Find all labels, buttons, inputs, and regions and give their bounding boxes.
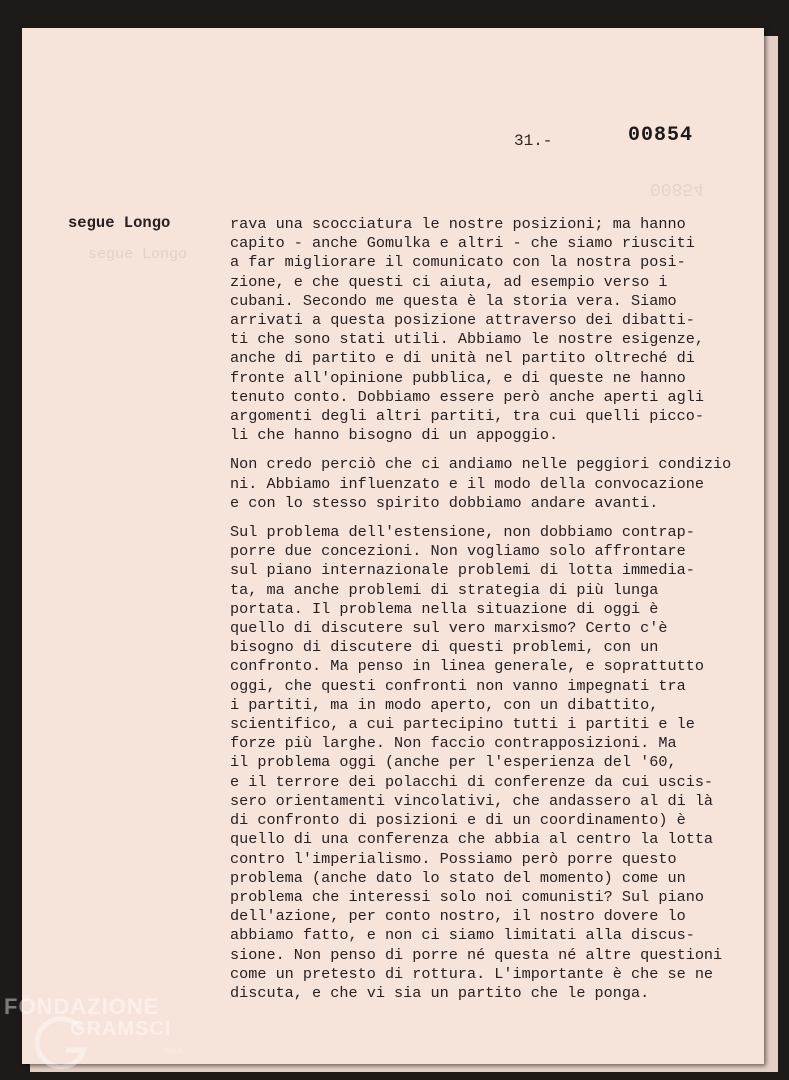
- text-line: confronto. Ma penso in linea generale, e soprattutto: [230, 657, 704, 676]
- text-line: i partiti, ma in modo aperto, con un dibattito,: [230, 695, 659, 714]
- text-line: forze più larghe. Non faccio contrapposizioni. Ma: [230, 734, 677, 753]
- text-line: rava una scocciatura le nostre posizioni; ma hanno: [230, 215, 686, 233]
- text-line: come un pretesto di rottura. L'importante è che se ne: [230, 964, 714, 983]
- text-line: zione, e che questi ci aiuta, ad esempio verso i: [230, 272, 668, 291]
- text-line: ni. Abbiamo influenzato e il modo della convocazione: [230, 474, 704, 493]
- watermark-sub: onlus: [164, 1046, 184, 1055]
- document-number: 00854: [628, 124, 694, 147]
- paragraph: [230, 455, 770, 513]
- text-line: problema che interessi solo noi comunisti? Sul piano: [230, 887, 704, 906]
- paragraph: [230, 215, 770, 445]
- text-line: e il terrore dei polacchi di conferenze da cui uscis-: [230, 772, 714, 791]
- page-number: 31.-: [514, 132, 553, 150]
- text-line: sione. Non penso di porre né questa né altre questioni: [230, 945, 723, 964]
- text-line: sul piano internazionale problemi di lotta immedia-: [230, 561, 695, 580]
- text-line: li che hanno bisogno di un appoggio.: [230, 426, 559, 445]
- text-line: e con lo stesso spirito dobbiamo andare avanti.: [230, 493, 659, 512]
- text-line: dell'azione, per conto nostro, il nostro dovere lo: [230, 907, 686, 926]
- text-line: bisogno di discutere di questi problemi, con un: [230, 638, 659, 657]
- text-line: cubani. Secondo me questa è la storia vera. Siamo: [230, 291, 677, 310]
- watermark-line-2: GRAMSCI: [70, 1018, 172, 1040]
- text-line: scientifico, a cui partecipino tutti i partiti e le: [230, 715, 695, 734]
- text-line: Non credo perciò che ci andiamo nelle peggiori condizio: [230, 455, 732, 474]
- paragraphs: [230, 215, 770, 1003]
- text-line: Sul problema dell'estensione, non dobbiamo contrap-: [230, 523, 695, 542]
- bleed-through-digits: 00854: [650, 178, 705, 198]
- text-line: quello di una conferenza che abbia al centro la lotta: [230, 830, 714, 849]
- fondazione-gramsci-watermark: [4, 994, 184, 1055]
- text-line: anche di partito e di unità nel partito oltreché di: [230, 349, 695, 368]
- text-line: capito - anche Gomulka e altri - che siamo riusciti: [230, 234, 695, 253]
- text-line: quello di discutere sul vero marxismo? Certo c'è: [230, 619, 668, 638]
- text-line: discuta, e che vi sia un partito che le ponga.: [230, 983, 650, 1002]
- text-line: a far migliorare il comunicato con la nostra posi-: [230, 253, 686, 272]
- text-line: il problema oggi (anche per l'esperienza del '60,: [230, 753, 677, 772]
- text-line: portata. Il problema nella situazione di oggi è: [230, 599, 659, 618]
- text-line: di confronto di posizioni e di un coordinamento) è: [230, 811, 686, 830]
- speaker-label: segue Longo: [68, 214, 171, 232]
- text-line: tenuto conto. Dobbiamo essere però anche aperti agli: [230, 387, 704, 406]
- text-line: ti che sono stati utili. Abbiamo le nostre esigenze,: [230, 330, 704, 349]
- text-line: sero orientamenti vincolativi, che andassero al di là: [230, 791, 714, 810]
- text-line: abbiamo fatto, e non ci siamo limitati alla discus-: [230, 926, 695, 945]
- paragraph: [230, 523, 770, 1003]
- text-line: problema (anche dato lo stato del momento) come un: [230, 868, 686, 887]
- text-line: ta, ma anche problemi di strategia di più lunga: [230, 580, 659, 599]
- text-line: contro l'imperialismo. Possiamo però porre questo: [230, 849, 677, 868]
- text-line: oggi, che questi confronti non vanno impegnati tra: [230, 676, 686, 695]
- watermark-line-1: FONDAZIONE: [4, 994, 160, 1019]
- bleed-through-speaker: segue Longo: [88, 246, 188, 263]
- text-line: porre due concezioni. Non vogliamo solo affrontare: [230, 542, 686, 561]
- text-line: fronte all'opinione pubblica, e di queste ne hanno: [230, 368, 686, 387]
- text-line: arrivati a questa posizione attraverso dei dibatti-: [230, 311, 695, 330]
- text-line: argomenti degli altri partiti, tra cui quelli picco-: [230, 407, 704, 426]
- body-text: [230, 215, 770, 1013]
- document-page: [22, 28, 764, 1064]
